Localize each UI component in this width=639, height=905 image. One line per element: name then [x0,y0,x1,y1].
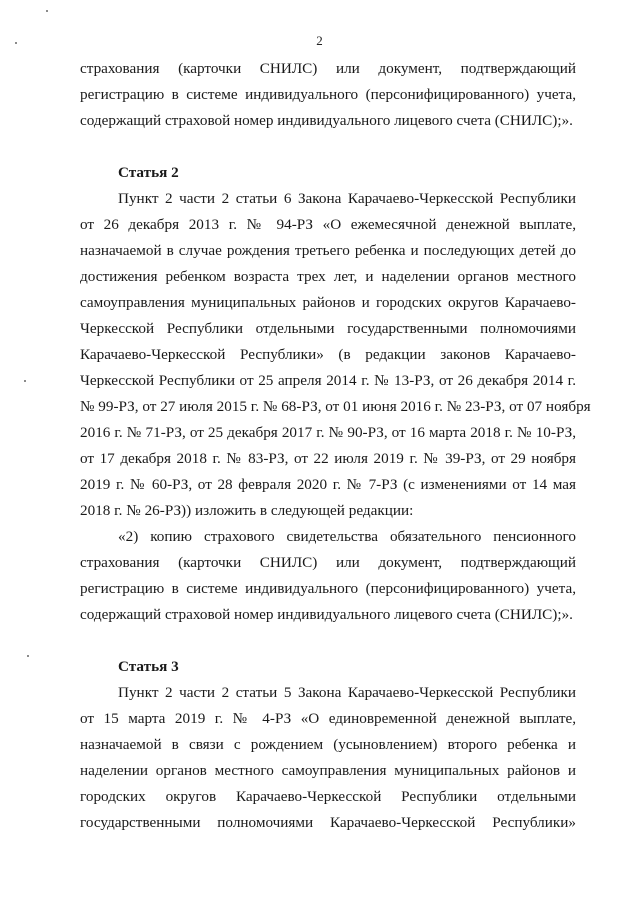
article-3-paragraph [80,680,576,836]
text-line: «2) копию страхового свидетельства обязательного пенсионного [118,528,576,545]
text-line: страхования (карточки СНИЛС) или документ, подтверждающий [80,554,576,571]
text-line: 2019 г. № 60-РЗ, от 28 февраля 2020 г. № 7-РЗ (с изменениями от 14 мая [80,476,576,493]
text-line: Пункт 2 части 2 статьи 6 Закона Карачаево-Черкесской Республики [118,190,576,207]
text-line: содержащий страховой номер индивидуального лицевого счета (СНИЛС);». [80,606,573,623]
text-line: от 26 декабря 2013 г. № 94-РЗ «О ежемесячной денежной выплате, [80,216,576,233]
article-2-paragraph [80,186,591,524]
text-line: содержащий страховой номер индивидуального лицевого счета (СНИЛС);». [80,112,573,129]
text-line: государственными полномочиями Карачаево-Черкесской Республики» [80,814,576,831]
text-line: наделении органов местного самоуправления муниципальных районов и [80,762,576,779]
scan-speck [24,380,26,382]
article-2-quote [80,524,576,628]
text-line: Черкесской Республики от 25 апреля 2014 г. № 13-РЗ, от 26 декабря 2014 г. [80,372,576,389]
spacer [80,134,576,160]
text-line: назначаемой в случае рождения третьего ребенка и последующих детей до [80,242,576,259]
text-line: от 17 декабря 2018 г. № 83-РЗ, от 22 июля 2019 г. № 39-РЗ, от 29 ноября [80,450,576,467]
article-2-heading: Статья 2 [118,164,179,181]
text-line: 2018 г. № 26-РЗ)) изложить в следующей редакции: [80,502,414,519]
text-line: Черкесской Республики отдельными государственными полномочиями [80,320,576,337]
text-line: Карачаево-Черкесской Республики» (в редакции законов Карачаево- [80,346,576,363]
text-line: городских округов Карачаево-Черкесской Республики отдельными [80,788,576,805]
scan-speck [27,655,29,657]
text-line: самоуправления муниципальных районов и городских округов Карачаево- [80,294,576,311]
spacer [80,628,576,654]
text-line: 2016 г. № 71-РЗ, от 25 декабря 2017 г. № 90-РЗ, от 16 марта 2018 г. № 10-РЗ, [80,424,576,441]
document-body [80,56,591,836]
text-line: от 15 марта 2019 г. № 4-РЗ «О единовременной денежной выплате, [80,710,576,727]
text-line: назначаемой в связи с рождением (усыновлением) второго ребенка и [80,736,576,753]
text-line: регистрацию в системе индивидуального (персонифицированного) учета, [80,580,576,597]
text-line: достижения ребенком возраста трех лет, и наделении органов местного [80,268,576,285]
scan-speck [46,10,48,12]
text-line: страхования (карточки СНИЛС) или документ, подтверждающий [80,60,576,77]
article-3-heading: Статья 3 [118,658,179,675]
text-line: № 99-РЗ, от 27 июля 2015 г. № 68-РЗ, от 01 июня 2016 г. № 23-РЗ, от 07 ноября [80,398,591,415]
continuation-paragraph [80,56,576,134]
text-line: регистрацию в системе индивидуального (персонифицированного) учета, [80,86,576,103]
text-line: Пункт 2 части 2 статьи 5 Закона Карачаево-Черкесской Республики [118,684,576,701]
page-number: 2 [316,33,323,48]
